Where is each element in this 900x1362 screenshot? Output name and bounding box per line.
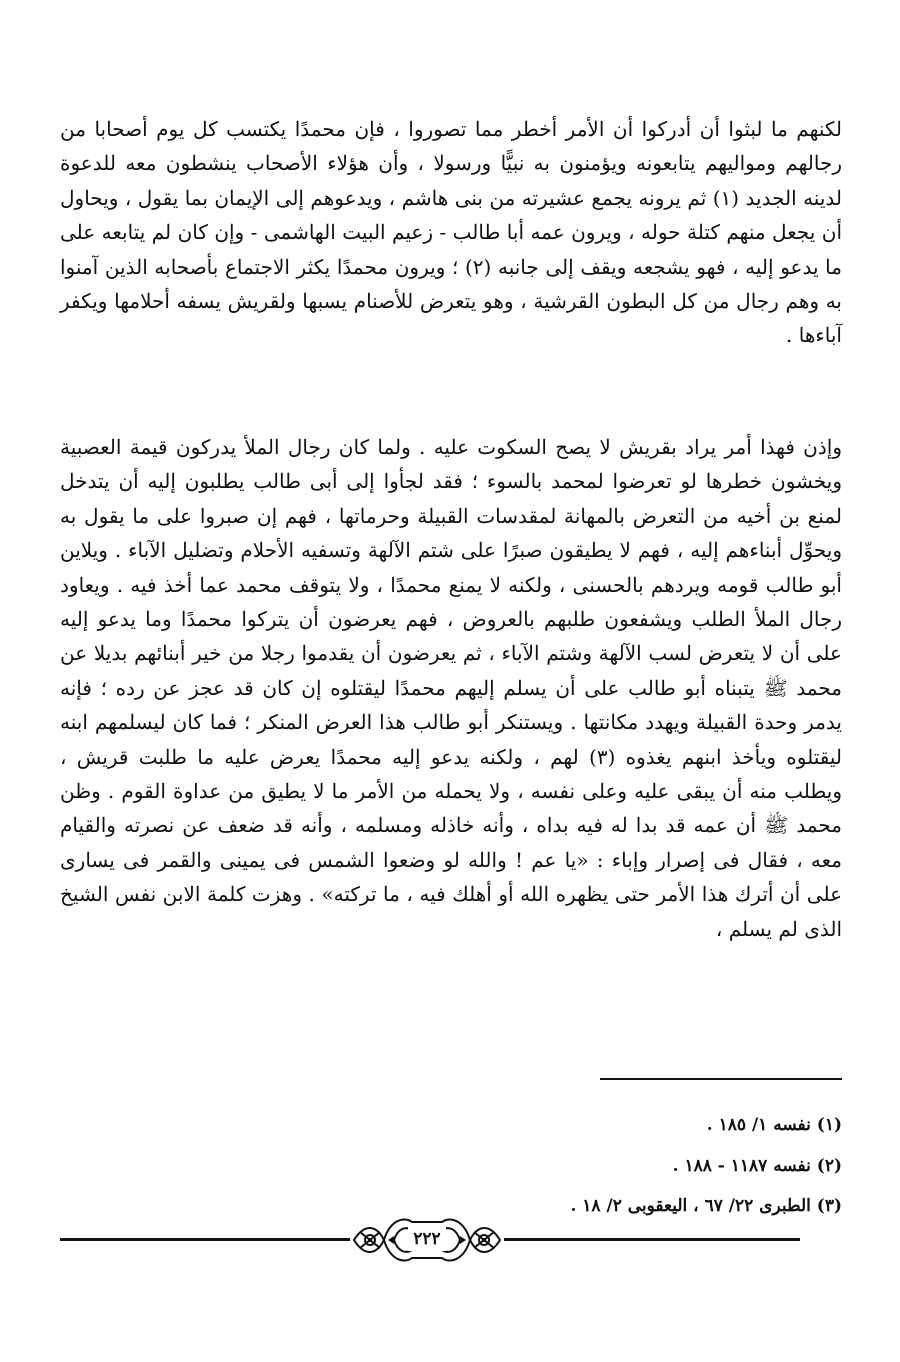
footnotes — [60, 1105, 842, 1227]
footer-rule-right — [504, 1238, 800, 1241]
footnote-2: (٢) نفسه ١١٨٧ - ١٨٨ . — [672, 1155, 842, 1176]
page-content — [60, 100, 842, 1340]
page-footer — [60, 1212, 800, 1268]
page-number: ٢٢٢ — [408, 1227, 446, 1251]
body-paragraph-1: لكنهم ما لبثوا أن أدركوا أن الأمر أخطر مما تصوروا ، فإن محمدًا يكتسب كل يوم أصحابا من رجالهم ومواليهم يتابعونه ويؤمنون به نبيًّا ورسولا ، وأن هؤلاء الأصحاب ينشطون معه للدعوة لدينه الجديد (١) ثم يرونه يجمع عشيرته من بنى هاشم ، ويدعوهم إلى الإيمان بما يقول ، ويحاول أن يجعل منهم كتلة حوله ، ويرون عمه أبا طالب - زعيم البيت الهاشمى - وإن كان لم يتابعه على ما يدعو إليه ، فهو يشجعه ويقف إلى جانبه (٢) ؛ ويرون محمدًا يكثر الاجتماع بأصحابه الذين آمنوا به وهم رجال من كل البطون القرشية ، وهو يتعرض للأصنام يسبها ولقريش يسفه أحلامها ويكفر آباءها . — [60, 117, 843, 348]
footnote-1: (١) نفسه ١/ ١٨٥ . — [706, 1115, 842, 1135]
footnote-separator — [600, 1078, 842, 1080]
footer-rule-left — [60, 1238, 350, 1241]
footnote-3: (٣) الطبرى ٢٢/ ٦٧ ، اليعقوبى ٢/ ١٨ . — [570, 1196, 842, 1217]
body-paragraph-2: وإذن فهذا أمر يراد بقريش لا يصح السكوت عليه . ولما كان رجال الملأ يدركون قيمة العصبية ويخشون خطرها لو تعرضوا لمحمد بالسوء ؛ فقد لجأوا إلى أبى طالب يطلبون إليه أن يتدخل لمنع بن أخيه من التعرض بالمهانة لمقدسات القبيلة وحرماتها ، فهم إن صبروا على ما يقول به ويحوِّل أبناءهم إليه ، فهم لا يطيقون صبرًا على شتم الآلهة وتسفيه الأحلام وتضليل الآباء . ويلاين أبو طالب قومه ويردهم بالحسنى ، ولكنه لا يمنع محمدًا ، ولا يتوقف محمد عما أخذ فيه . ويعاود رجال الملأ الطلب ويشفعون طلبهم بالعروض ، فهم يعرضون أن يتركوا محمدًا وما يدعو إليه على أن لا يتعرض لسب الآلهة وشتم الآباء ، ثم يعرضون أن يقدموا رجلا من خير أبنائهم بديلا عن محمد ﷺ يتبناه أبو طالب على أن يسلم إليهم محمدًا ليقتلوه إن كان قد عجز عن رده ؛ فإنه يدمر وحدة القبيلة ويهدد مكانتها . ويستنكر أبو طالب هذا العرض المنكر ؛ فما كان ليسلمهم ابنه ليقتلوه ويأخذ ابنهم يغذوه (٣) لهم ، ولكنه يدعو إليه محمدًا يعرض عليه ما طلبت قريش ، ويطلب منه أن يبقى عليه وعلى نفسه ، ولا يحمله من الأمر ما لا يطيق من عداوة القوم . وظن محمد ﷺ أن عمه قد بدا له فيه بداه ، وأنه خاذله ومسلمه ، وأنه قد ضعف عن نصرته والقيام معه ، فقال فى إصرار وإباء : «يا عم ! والله لو وضعوا الشمس فى يمينى والقمر فى يسارى على أن أترك هذا الأمر حتى يظهره الله أو أهلك فيه ، ما تركته» . وهزت كلمة الابن نفس الشيخ الذى لم يسلم ، — [60, 435, 842, 941]
